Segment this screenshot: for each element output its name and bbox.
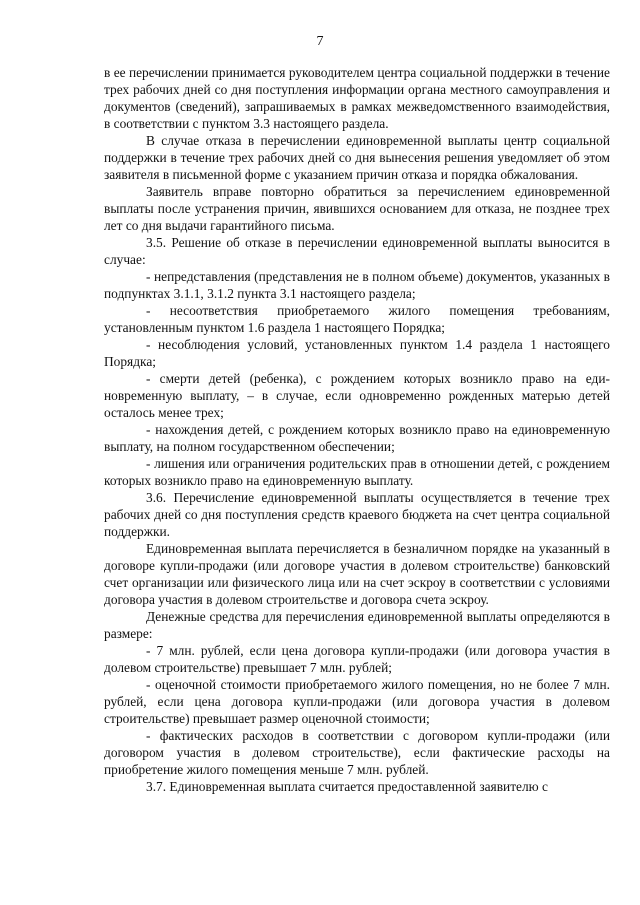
list-item-actual-costs: - фактических расходов в соответствии с договором купли-продажи (или договором участия в долевом строительстве), если фактические расходы на приобретение жилого помещения меньше 7 млн. рублей. [104,728,610,777]
page-number: 7 [316,34,324,49]
list-item-parental-rights: - лишения или ограничения родительских прав в отношении детей, с рождением которых возникло право на единовременную выплату. [104,456,610,488]
list-item-death: - смерти детей (ребенка), с рождением которых возникло право на единовременную выплату, – в случае, если одновременно рожденных матерью детей осталось менее трех; [104,371,610,420]
list-item-housing-requirements: - несоответствия приобретаемого жилого помещения требованиям, установленным пунктом 1.6 раздела 1 настоящего Порядка; [104,303,610,335]
paragraph-amount: Денежные средства для перечисления единовременной выплаты определяются в размере: [104,609,610,641]
list-item-state-support: - нахождения детей, с рождением которых возникло право на единовременную выплату, на полном государственном обеспечении; [104,422,610,454]
paragraph-transfer-method: Единовременная выплата перечисляется в безналичном порядке на указанный в договоре купли-продажи (или договоре участия в долевом строительстве) банковский счет организации или физического лица или на счет эскроу в соответствии с условиями договора участия в долевом строительстве и договора счета эскроу. [104,541,610,607]
list-item-conditions: - несоблюдения условий, установленных пунктом 1.4 раздела 1 настоящего Порядка; [104,337,610,369]
paragraph-refusal-notice: В случае отказа в перечислении единовременной выплаты центр социальной поддержки в течение трех рабочих дней со дня вынесения решения уведомляет об этом заявителя в письменной форме с указанием причин отказа и порядка обжалования. [104,133,610,182]
list-item-valuation: - оценочной стоимости приобретаемого жилого помещения, но не более 7 млн. рублей, если цена договора купли-продажи (или договора участия в долевом строительстве) превышает размер оценочной стоимости; [104,677,610,726]
paragraph-continuation: в ее перечислении принимается руководителем центра социальной поддержки в течение трех рабочих дней со дня поступления информации органа местного самоуправления и документов (сведений), запрашиваемых в рамках межведомственного взаимодействия, в соответствии с пунктом 3.3 настоящего раздела. [104,65,610,131]
paragraph-reapply: Заявитель вправе повторно обратиться за перечислением единовременной выплаты после устранения причин, явившихся основанием для отказа, не позднее трех лет со дня выдачи гарантийного письма. [104,184,610,233]
paragraph-3-7: 3.7. Единовременная выплата считается предоставленной заявителю с [146,779,548,794]
paragraph-3-6: 3.6. Перечисление единовременной выплаты осуществляется в течение трех рабочих дней со дня поступления средств краевого бюджета на счет центра социальной поддержки. [104,490,610,539]
paragraph-3-5: 3.5. Решение об отказе в перечислении единовременной выплаты выносится в случае: [104,235,610,267]
list-item-documents: - непредставления (представления не в полном объеме) документов, указанных в подпунктах 3.1.1, 3.1.2 пункта 3.1 настоящего раздела; [104,269,610,301]
list-item-7-million: - 7 млн. рублей, если цена договора купли-продажи (или договора участия в долевом строительстве) превышает 7 млн. рублей; [104,643,610,675]
document-body [104,64,610,795]
